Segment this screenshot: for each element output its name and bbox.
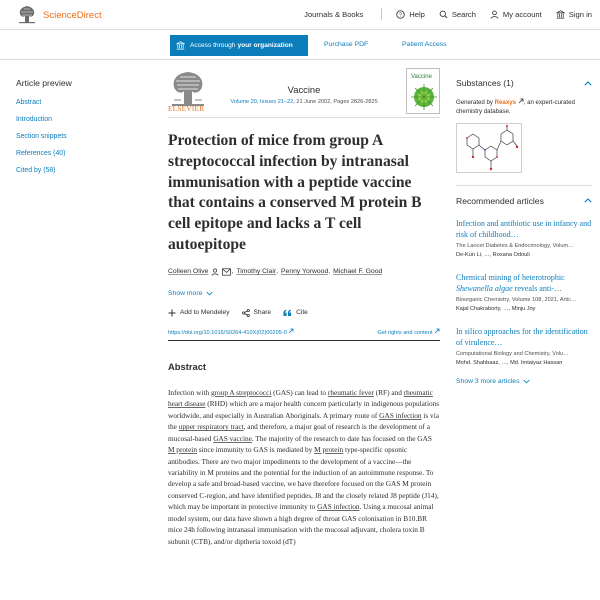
- substances-header[interactable]: [456, 78, 592, 88]
- recommended-article: [456, 326, 592, 366]
- patient-access-link[interactable]: Patient Access: [402, 41, 447, 48]
- nav-references[interactable]: References (40): [16, 150, 66, 157]
- abstract-text-segment: Infection with: [168, 387, 211, 397]
- journal-cover[interactable]: [406, 68, 440, 114]
- share-button[interactable]: [242, 309, 272, 317]
- author-list: [168, 268, 440, 276]
- svg-text:?: ?: [399, 12, 403, 19]
- article-actions: [168, 309, 440, 317]
- molecule-structure-image: [457, 124, 523, 174]
- chevron-down-icon: [206, 291, 213, 296]
- my-account-label: My account: [502, 9, 542, 19]
- cite-button[interactable]: [283, 309, 308, 317]
- reaxys-note: [456, 98, 592, 117]
- purchase-pdf-link[interactable]: Purchase PDF: [324, 41, 369, 48]
- chevron-up-icon: [584, 81, 592, 86]
- abstract-term-link[interactable]: rheumatic heart disease: [168, 387, 433, 409]
- recommended-article-journal: Bioorganic Chemistry, Volume 108, 2021, Artic…: [456, 296, 577, 303]
- author-separator: ,: [276, 268, 278, 276]
- add-mendeley-label: Add to Mendeley: [180, 309, 230, 317]
- help-circle-icon: [396, 10, 405, 19]
- recommended-article: [456, 218, 592, 258]
- doi-link[interactable]: [168, 328, 294, 336]
- share-label: Share: [253, 309, 272, 317]
- nav-section-snippets[interactable]: Section snippets: [16, 133, 67, 140]
- recommended-article-title[interactable]: [456, 272, 592, 294]
- share-icon: [242, 309, 250, 317]
- help-label: Help: [409, 9, 425, 19]
- journal-title[interactable]: Vaccine: [287, 84, 321, 95]
- quote-icon: [283, 309, 292, 317]
- abstract-term-link[interactable]: GAS vaccine: [213, 433, 252, 443]
- abstract-text-segment: since immunity to GAS is mediated by: [196, 445, 315, 455]
- institution-icon: [556, 10, 565, 19]
- volume-link[interactable]: Volume 20, Issues 21–22: [230, 99, 294, 105]
- rights-link[interactable]: [377, 328, 440, 336]
- recommended-label: Recommended articles: [456, 195, 544, 206]
- recommended-article-journal: The Lancet Diabetes & Endocrinology, Volum…: [456, 242, 574, 249]
- plus-icon: [168, 309, 176, 317]
- abstract-term-link[interactable]: group A streptococci: [210, 387, 272, 397]
- access-bold: your organization: [237, 42, 293, 49]
- sign-in-label: Sign in: [568, 9, 592, 19]
- author-2[interactable]: Timothy Clair: [236, 268, 277, 276]
- nav-abstract[interactable]: Abstract: [16, 99, 42, 106]
- reaxys-link[interactable]: Reaxys: [494, 99, 516, 106]
- author-3[interactable]: Penny Yorwood: [281, 268, 329, 276]
- brand-name: ScienceDirect: [43, 10, 102, 21]
- journals-books-link[interactable]: Journals & Books: [304, 9, 364, 19]
- external-link-icon: [288, 328, 294, 334]
- article-preview-nav: [16, 78, 136, 184]
- user-icon: [490, 10, 499, 19]
- access-bar: [0, 30, 600, 60]
- abstract-term-link[interactable]: GAS infection: [379, 410, 422, 420]
- abstract-text-segment: . The majority of the research to date has focused on the GAS: [251, 433, 432, 443]
- abstract-heading: Abstract: [168, 360, 207, 372]
- show-more-button[interactable]: [168, 290, 440, 297]
- article-main: [168, 64, 440, 547]
- external-link-icon: [434, 328, 440, 334]
- access-prefix: Access through: [190, 42, 236, 49]
- show-more-label: Show more: [168, 289, 203, 297]
- nav-introduction[interactable]: Introduction: [16, 116, 53, 123]
- abstract-text-segment: (RF) and: [373, 387, 404, 397]
- journal-cover-image: [407, 69, 440, 114]
- issue-date-pages: , 21 June 2002, Pages 2826-2825: [293, 99, 378, 105]
- abstract-term-link[interactable]: upper respiratory tract: [178, 422, 244, 432]
- recommended-header[interactable]: [456, 196, 592, 206]
- author-profile-icon[interactable]: [211, 268, 219, 276]
- abstract-text-segment: . Using a mucosal animal model system, our data have shown a high degree of throat GAS colonisation in B10.BR mice 24h following intranasal immunisation with the mucosal adjuvant, cholera toxin B subunit (CTB), and/or diptheria toxoid (dT): [168, 502, 434, 546]
- recommended-article-title[interactable]: Infection and antibiotic use in infancy and risk of childhood…: [456, 218, 592, 239]
- abstract-text: [168, 387, 440, 547]
- recommended-article-authors: Kajal Chakraborty, …, Minju Joy: [456, 305, 536, 312]
- author-4[interactable]: Michael F. Good: [333, 268, 383, 276]
- sign-in-link[interactable]: [556, 10, 592, 19]
- recommended-article-journal: Computational Biology and Chemistry, Volu…: [456, 350, 569, 357]
- access-organization-button[interactable]: [170, 35, 308, 56]
- abstract-term-link[interactable]: M protein: [168, 445, 197, 455]
- abstract-term-link[interactable]: M protein: [314, 445, 344, 455]
- rights-text: Get rights and content: [377, 329, 433, 336]
- help-link[interactable]: [396, 10, 425, 19]
- top-header: [0, 0, 600, 30]
- recommended-article: [456, 272, 592, 312]
- generated-suffix: , an expert-curated chemistry database.: [456, 99, 575, 116]
- abstract-text-segment: , and therefore, a major goal of research is the development of a mucosal-based: [168, 422, 430, 443]
- institution-icon: [176, 41, 185, 50]
- abstract-text-segment: (RHD) which are a major health concern particularly in indigenous populations worldwide, and especially in Australian Aboriginals. A primary route of: [168, 399, 440, 420]
- recommended-article-authors: De-Kun Li, …, Roxana Odouli: [456, 251, 530, 258]
- show-more-articles-button[interactable]: [456, 378, 592, 385]
- publisher-name: ELSEVIER: [168, 105, 205, 113]
- article-title: Protection of mice from group A streptococcal infection by intranasal immunisation with a peptide vaccine that contains a conserved M protein B cell epitope and lacks a T cell autoepitope: [168, 132, 422, 253]
- chevron-down-icon: [523, 379, 530, 384]
- author-separator: ,: [231, 268, 234, 276]
- generated-prefix: Generated by: [456, 99, 493, 106]
- journal-issue-info: [168, 99, 440, 105]
- doi-text: https://doi.org/10.1016/S0264-410X(02)00205-0: [168, 329, 287, 336]
- show-more-articles-label: Show 3 more articles: [456, 377, 520, 385]
- search-link[interactable]: [439, 10, 476, 19]
- sciencedirect-logo[interactable]: [16, 4, 102, 24]
- recommended-article-authors: Mohd. Shahbaaz, …, Md. Imtaiyaz Hassan: [456, 359, 563, 366]
- right-sidebar: [456, 64, 592, 385]
- abstract-term-link[interactable]: GAS infection: [317, 502, 360, 512]
- search-icon: [439, 10, 448, 19]
- elsevier-tree-icon: [16, 4, 38, 24]
- search-label: Search: [451, 9, 476, 19]
- abstract-text-segment: (GAS) can lead to: [271, 387, 328, 397]
- email-icon[interactable]: [222, 268, 234, 276]
- substances-label: Substances (1): [456, 78, 514, 88]
- title-part: reveals anti-…: [512, 283, 562, 293]
- top-nav: [290, 8, 592, 20]
- cite-label: Cite: [296, 309, 308, 317]
- nav-cited-by[interactable]: Cited by (58): [16, 167, 56, 174]
- article-preview-heading: Article preview: [16, 78, 72, 88]
- cover-title: Vaccine: [411, 74, 432, 80]
- doi-row: [168, 328, 440, 341]
- author-separator: ,: [328, 268, 331, 276]
- title-italic-part: Shewanella algae: [456, 283, 513, 293]
- title-part: Chemical mining of heterotrophic: [456, 272, 565, 282]
- add-mendeley-button[interactable]: [168, 309, 230, 317]
- journal-header: [168, 64, 440, 118]
- author-1[interactable]: Colleen Olive: [168, 268, 209, 276]
- recommended-article-title[interactable]: In silico approaches for the identification of virulence…: [456, 326, 588, 347]
- substance-structure-thumbnail[interactable]: [456, 123, 522, 173]
- my-account-link[interactable]: [490, 10, 542, 19]
- sidebar-divider: [456, 185, 592, 186]
- abstract-text-segment: type-specific opsonic antibodies. There are two major impediments to the development of a vaccine—the variability in M proteins and the potential for the induction of an autoimmune response. To develop a safe and broad-based vaccine, we have therefore focused on the GAS M protein conserved C-region, and have identified peptides, J8 and the closely related J8 peptide (J14), which may be important in protective immunity to: [168, 445, 439, 512]
- chevron-up-icon: [584, 198, 592, 203]
- abstract-term-link[interactable]: rheumatic fever: [327, 387, 374, 397]
- abstract-text-segment: is via the: [168, 410, 439, 432]
- nav-divider: [381, 8, 382, 20]
